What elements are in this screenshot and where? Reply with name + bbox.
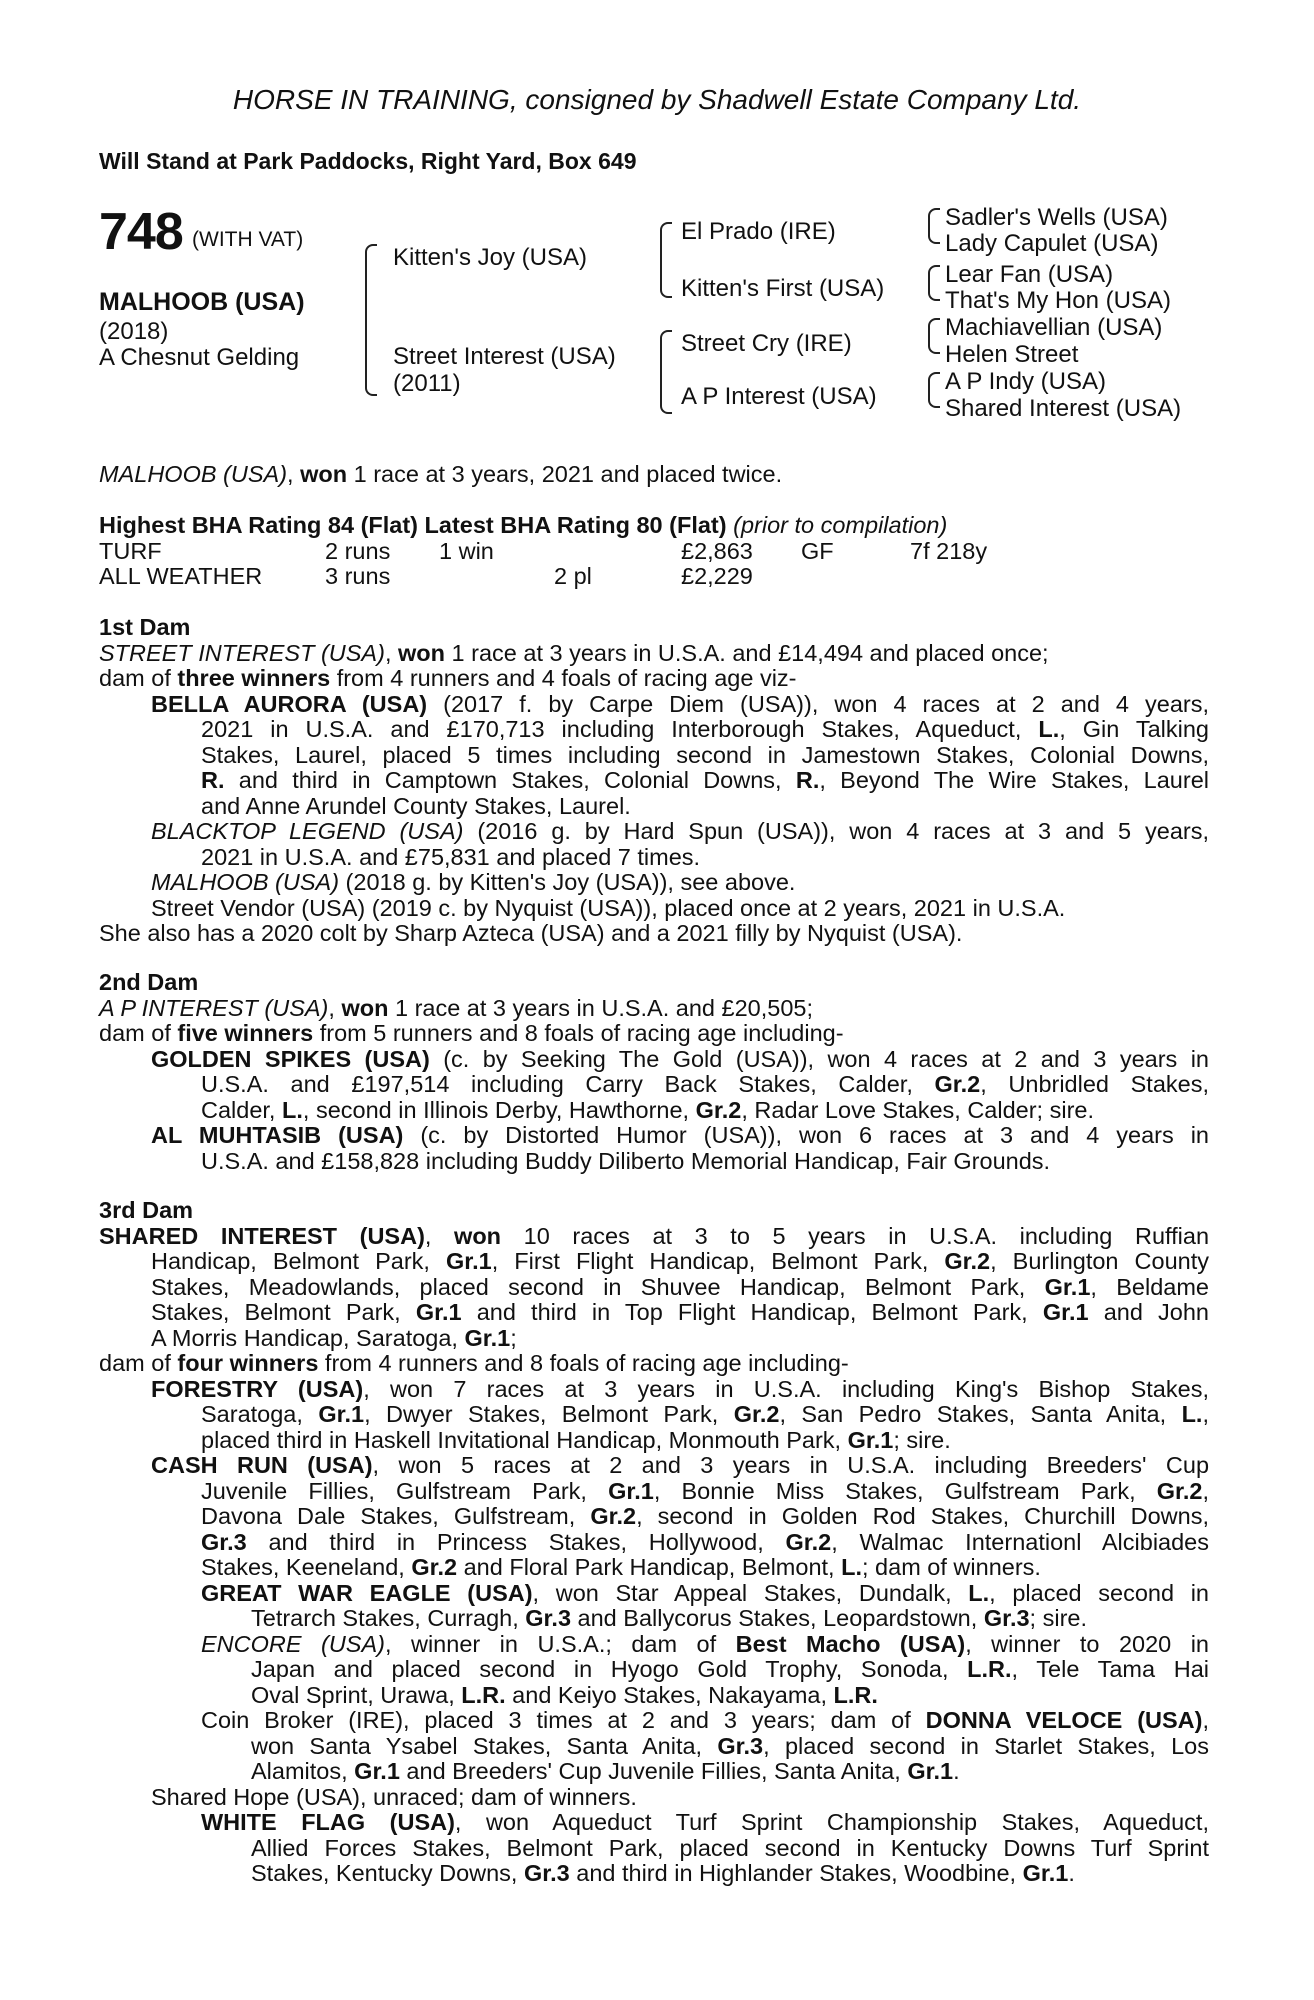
stats-row-all-weather — [99, 564, 1209, 590]
horse-description: A Chesnut Gelding — [99, 344, 300, 371]
list-item: CASH RUN (USA), won 5 races at 2 and 3 years in U.S.A. including Breeders' Cup — [151, 1452, 1210, 1478]
summary-horse-name: MALHOOB (USA) — [99, 461, 288, 487]
pedigree-g1: Sadler's Wells (USA) — [945, 204, 1168, 231]
third-dam-record: SHARED INTEREST (USA), won 10 races at 3 to 5 years in U.S.A. including Ruffian — [99, 1222, 1210, 1249]
stats-runs: 3 runs — [325, 563, 391, 589]
ratings-block — [99, 513, 1209, 590]
list-item: FORESTRY (USA), won 7 races at 3 years in U.S.A. including King's Bishop Stakes, — [151, 1375, 1209, 1402]
vat-note: (WITH VAT) — [192, 228, 304, 251]
list-item-cont: Saratoga, Gr.1, Dwyer Stakes, Belmont Park, Gr.2, San Pedro Stakes, Santa Anita, L., — [201, 1401, 1209, 1427]
pedigree-sire: Kitten's Joy (USA) — [393, 244, 587, 271]
second-dam-heading: 2nd Dam — [99, 969, 199, 995]
list-item: Coin Broker (IRE), placed 3 times at 2 and 3 years; dam of DONNA VELOCE (USA), — [201, 1707, 1209, 1733]
stats-going: GF — [801, 537, 834, 564]
pedigree-bracket-g4 — [928, 372, 940, 408]
pedigree-g7: A P Indy (USA) — [945, 368, 1106, 395]
horse-year: (2018) — [99, 318, 169, 345]
pedigree-bracket-g3 — [928, 318, 940, 354]
bha-rating: Highest BHA Rating 84 (Flat) Latest BHA Rating 80 (Flat) — [99, 512, 727, 538]
stats-prize: £2,863 — [681, 537, 753, 564]
list-item-cont: Alamitos, Gr.1 and Breeders' Cup Juvenile Fillies, Santa Anita, Gr.1. — [251, 1758, 960, 1784]
pedigree-g8: Shared Interest (USA) — [945, 395, 1182, 422]
second-dam-section — [99, 970, 1209, 1174]
pedigree-sire-sire: El Prado (IRE) — [681, 218, 836, 245]
pedigree-bracket-dam — [660, 330, 672, 414]
summary-rest: 1 race at 3 years, 2021 and placed twice. — [347, 461, 783, 487]
stats-prize: £2,229 — [681, 563, 753, 589]
list-item-cont: Calder, L., second in Illinois Derby, Hawthorne, Gr.2, Radar Love Stakes, Calder; sire. — [201, 1096, 1095, 1123]
stats-surface: ALL WEATHER — [99, 563, 263, 589]
list-item-cont: Juvenile Fillies, Gulfstream Park, Gr.1, Bonnie Miss Stakes, Gulfstream Park, Gr.2, — [201, 1477, 1209, 1504]
list-item-cont: R. and third in Camptown Stakes, Colonial Downs, R., Beyond The Wire Stakes, Laurel — [201, 767, 1209, 793]
list-item: WHITE FLAG (USA), won Aqueduct Turf Sprint Championship Stakes, Aqueduct, — [201, 1809, 1209, 1835]
list-item: Shared Hope (USA), unraced; dam of winners. — [151, 1783, 637, 1810]
list-item: BELLA AURORA (USA) (2017 f. by Carpe Diem (USA)), won 4 races at 2 and 4 years, — [151, 690, 1209, 717]
second-dam-produce-summary: dam of five winners from 5 runners and 8 foals of racing age including- — [99, 1020, 844, 1046]
list-item: MALHOOB (USA) (2018 g. by Kitten's Joy (USA)), see above. — [151, 869, 796, 895]
list-item-cont: Davona Dale Stakes, Gulfstream, Gr.2, second in Golden Rod Stakes, Churchill Downs, — [201, 1503, 1210, 1529]
list-item-cont: Oval Sprint, Urawa, L.R. and Keiyo Stakes, Nakayama, L.R. — [251, 1681, 878, 1708]
pedigree-g4: That's My Hon (USA) — [945, 287, 1171, 314]
list-item-cont: Stakes, Laurel, placed 5 times including second in Jamestown Stakes, Colonial Downs, — [201, 741, 1209, 768]
pedigree-bracket-sire — [660, 222, 672, 298]
second-dam-record: A P INTEREST (USA), won 1 race at 3 years in U.S.A. and £20,505; — [99, 994, 813, 1021]
list-item-cont: U.S.A. and £197,514 including Carry Back Stakes, Calder, Gr.2, Unbridled Stakes, — [201, 1071, 1209, 1097]
pedigree-dam-dam: A P Interest (USA) — [681, 383, 877, 410]
stats-row-turf — [99, 539, 1209, 565]
consignor-heading: HORSE IN TRAINING, consigned by Shadwell Estate Company Ltd. — [232, 84, 1082, 115]
list-item-cont: and Anne Arundel County Stakes, Laurel. — [201, 792, 631, 819]
pedigree-sire-dam: Kitten's First (USA) — [681, 275, 885, 302]
pedigree-g2: Lady Capulet (USA) — [945, 230, 1159, 257]
list-item-cont: Stakes, Keeneland, Gr.2 and Floral Park Handicap, Belmont, L.; dam of winners. — [201, 1554, 1041, 1580]
list-item: GREAT WAR EAGLE (USA), won Star Appeal Stakes, Dundalk, L., placed second in — [201, 1579, 1209, 1606]
list-item-cont: Japan and placed second in Hyogo Gold Trophy, Sonoda, L.R., Tele Tama Hai — [251, 1656, 1209, 1682]
list-item-cont: Gr.3 and third in Princess Stakes, Hollywood, Gr.2, Walmac Internationl Alcibiades — [201, 1528, 1209, 1555]
pedigree-g5: Machiavellian (USA) — [945, 314, 1163, 341]
race-summary: MALHOOB (USA), won 1 race at 3 years, 2021 and placed twice. — [99, 461, 783, 487]
list-item: GOLDEN SPIKES (USA) (c. by Seeking The Gold (USA)), won 4 races at 2 and 3 years in — [151, 1045, 1209, 1072]
first-dam-produce-summary: dam of three winners from 4 runners and 4 foals of racing age viz- — [99, 665, 797, 691]
first-dam-record: STREET INTEREST (USA), won 1 race at 3 years in U.S.A. and £14,494 and placed once; — [99, 639, 1049, 666]
list-item: Street Vendor (USA) (2019 c. by Nyquist (USA)), placed once at 2 years, 2021 in U.S.A. — [151, 894, 1066, 921]
stats-surface: TURF — [99, 537, 162, 564]
lot-number: 748 — [99, 203, 183, 261]
stats-runs: 2 runs — [325, 537, 391, 564]
third-dam-record-cont: Handicap, Belmont Park, Gr.1, First Flight Handicap, Belmont Park, Gr.2, Burlington County — [151, 1248, 1209, 1274]
third-dam-record-cont: Stakes, Meadowlands, placed second in Shuvee Handicap, Belmont Park, Gr.1, Beldame — [151, 1273, 1209, 1300]
stats-distance: 7f 218y — [910, 537, 988, 564]
third-dam-record-cont: Stakes, Belmont Park, Gr.1 and third in Top Flight Handicap, Belmont Park, Gr.1 and John — [151, 1299, 1210, 1325]
pedigree-g6: Helen Street — [945, 341, 1079, 368]
first-dam-section — [99, 615, 1209, 947]
rating-note: (prior to compilation) — [726, 512, 948, 538]
pedigree-bracket-main — [365, 244, 377, 396]
horse-name: MALHOOB (USA) — [99, 288, 305, 316]
list-item: AL MUHTASIB (USA) (c. by Distorted Humor (USA)), won 6 races at 3 and 4 years in — [151, 1122, 1209, 1148]
third-dam-section — [99, 1198, 1209, 1887]
list-item-cont: placed third in Haskell Invitational Handicap, Monmouth Park, Gr.1; sire. — [201, 1426, 951, 1453]
list-item-cont: 2021 in U.S.A. and £170,713 including Interborough Stakes, Aqueduct, L., Gin Talking — [201, 716, 1209, 742]
list-item: BLACKTOP LEGEND (USA) (2016 g. by Hard Spun (USA)), won 4 races at 3 and 5 years, — [151, 818, 1209, 844]
third-dam-heading: 3rd Dam — [99, 1197, 194, 1223]
pedigree-bracket-g2 — [928, 265, 940, 301]
stats-wins: 1 win — [439, 537, 494, 564]
pedigree-dam: Street Interest (USA) — [393, 343, 616, 370]
first-dam-heading: 1st Dam — [99, 614, 191, 640]
first-dam-foals-note: She also has a 2020 colt by Sharp Azteca (USA) and a 2021 filly by Nyquist (USA). — [99, 920, 963, 946]
list-item-cont: Allied Forces Stakes, Belmont Park, placed second in Kentucky Downs Turf Sprint — [251, 1834, 1209, 1861]
pedigree-g3: Lear Fan (USA) — [945, 261, 1114, 288]
third-dam-produce-summary: dam of four winners from 4 runners and 8 foals of racing age including- — [99, 1350, 849, 1376]
list-item-cont: U.S.A. and £158,828 including Buddy Diliberto Memorial Handicap, Fair Grounds. — [201, 1147, 1051, 1174]
stats-places: 2 pl — [554, 563, 592, 589]
pedigree-dam-year: (2011) — [393, 370, 461, 397]
pedigree-bracket-g1 — [928, 208, 940, 244]
third-dam-record-cont: A Morris Handicap, Saratoga, Gr.1; — [151, 1324, 517, 1351]
list-item: ENCORE (USA), winner in U.S.A.; dam of Best Macho (USA), winner to 2020 in — [201, 1630, 1209, 1657]
pedigree-dam-sire: Street Cry (IRE) — [681, 330, 852, 357]
list-item-cont: Stakes, Kentucky Downs, Gr.3 and third in Highlander Stakes, Woodbine, Gr.1. — [251, 1860, 1075, 1886]
list-item-cont: won Santa Ysabel Stakes, Santa Anita, Gr.3, placed second in Starlet Stakes, Los — [251, 1732, 1209, 1759]
list-item-cont: Tetrarch Stakes, Curragh, Gr.3 and Ballycorus Stakes, Leopardstown, Gr.3; sire. — [251, 1605, 1088, 1631]
summary-won: won — [300, 461, 348, 487]
stand-location: Will Stand at Park Paddocks, Right Yard, Box 649 — [99, 148, 637, 174]
list-item-cont: 2021 in U.S.A. and £75,831 and placed 7 times. — [201, 843, 701, 870]
